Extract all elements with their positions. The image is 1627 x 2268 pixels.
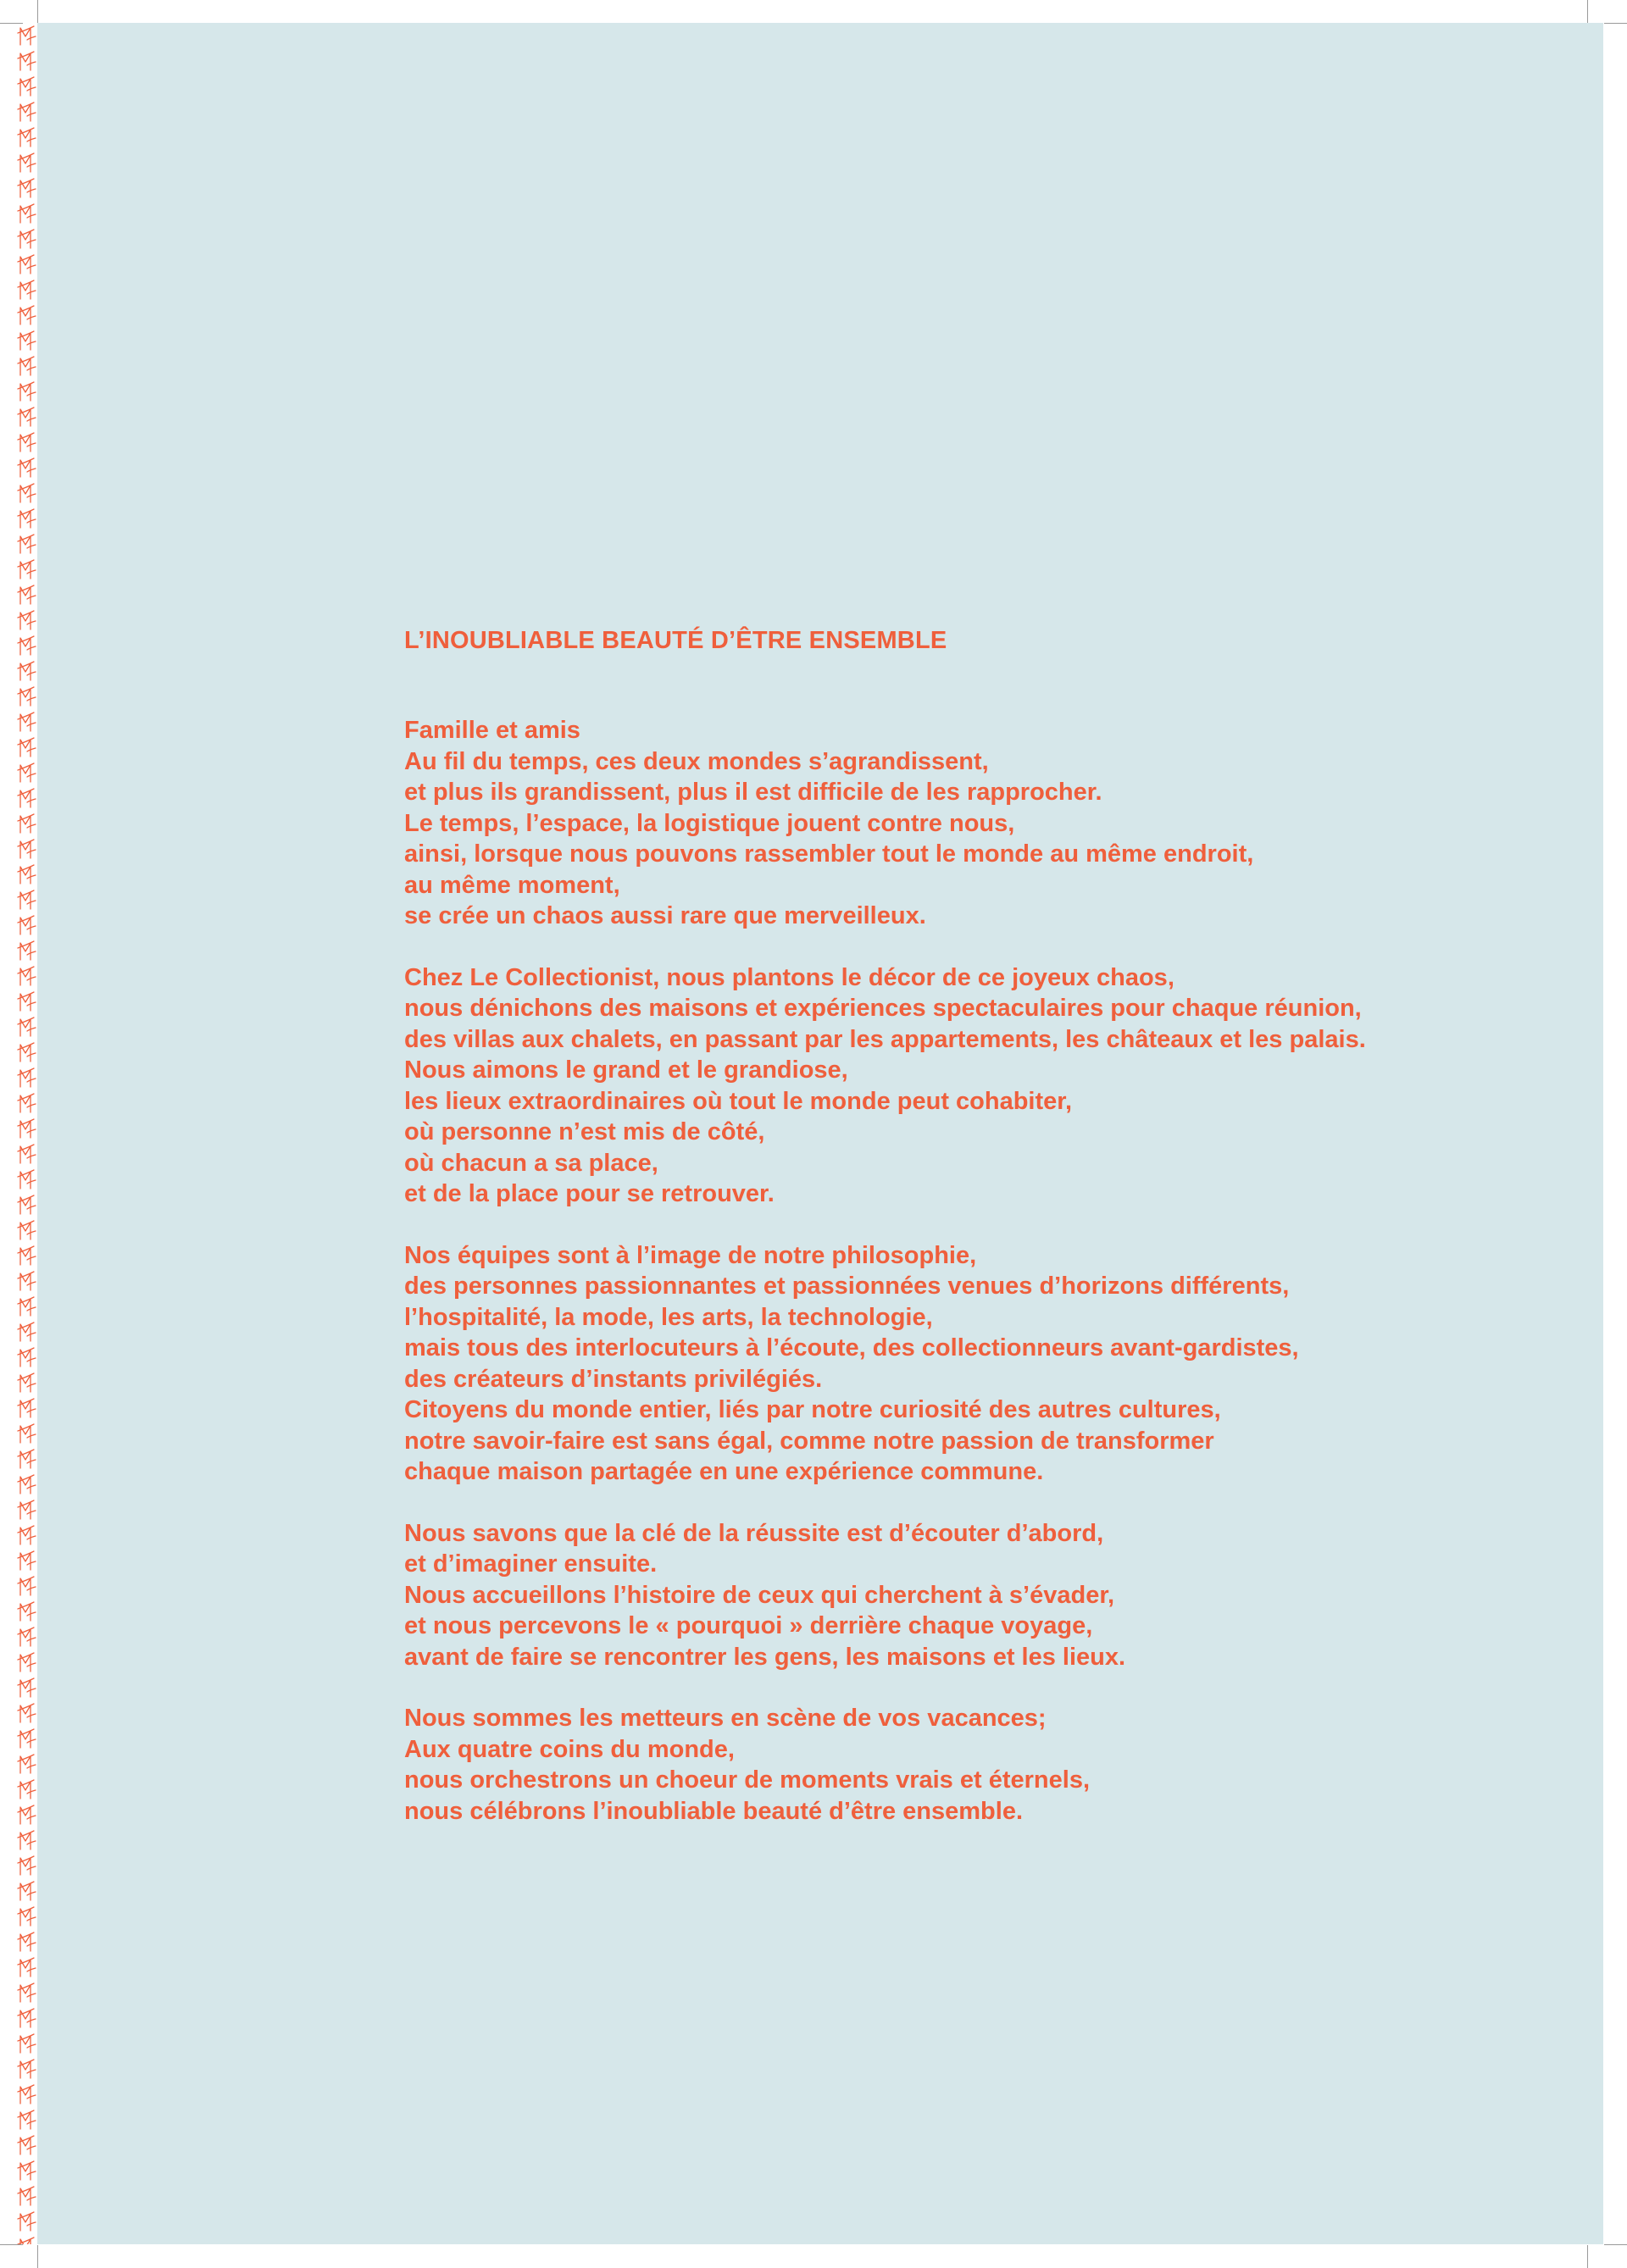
text-line: et de la place pour se retrouver. [404,1180,775,1207]
document-body [404,625,1506,1857]
document-title: L’INOUBLIABLE BEAUTÉ D’ÊTRE ENSEMBLE [404,627,947,654]
text-line: Citoyens du monde entier, liés par notre curiosité des autres cultures, [404,1396,1221,1423]
text-line: l’hospitalité, la mode, les arts, la technologie, [404,1303,933,1331]
text-line: se crée un chaos aussi rare que merveilleux. [404,902,926,929]
crop-mark-top-left [37,0,38,23]
text-line: ainsi, lorsque nous pouvons rassembler tout le monde au même endroit, [404,840,1254,868]
text-line: où personne n’est mis de côté, [404,1118,765,1145]
text-line: Au fil du temps, ces deux mondes s’agrandissent, [404,747,989,775]
text-line: des villas aux chalets, en passant par les appartements, les châteaux et les palais. [404,1025,1366,1053]
stanza [404,715,1506,932]
text-line: Nos équipes sont à l’image de notre philosophie, [404,1241,977,1269]
stanza [404,1518,1506,1673]
text-line: des créateurs d’instants privilégiés. [404,1365,823,1393]
crop-mark-top-right [1587,0,1588,23]
text-line: au même moment, [404,871,620,899]
text-line: Aux quatre coins du monde, [404,1735,735,1763]
crop-mark-bottom-right [1587,2245,1588,2268]
text-line: Chez Le Collectionist, nous plantons le décor de ce joyeux chaos, [404,963,1174,991]
crop-mark-left-bottom [0,2244,23,2245]
text-line: les lieux extraordinaires où tout le monde peut cohabiter, [404,1087,1073,1115]
crop-mark-right-bottom [1604,2244,1627,2245]
text-line: Nous accueillons l’histoire de ceux qui cherchent à s’évader, [404,1581,1115,1609]
text-line: notre savoir-faire est sans égal, comme notre passion de transformer [404,1427,1214,1455]
text-line: nous dénichons des maisons et expériences spectaculaires pour chaque réunion, [404,995,1362,1022]
crop-mark-right-top [1604,23,1627,24]
text-line: et plus ils grandissent, plus il est difficile de les rapprocher. [404,779,1102,806]
text-line: et d’imaginer ensuite. [404,1550,658,1578]
stanza [404,1703,1506,1827]
stanza [404,1240,1506,1488]
text-line: Nous savons que la clé de la réussite est d’écouter d’abord, [404,1519,1104,1547]
monogram-pattern-icon [15,23,39,2244]
text-line: nous célébrons l’inoubliable beauté d’être ensemble. [404,1797,1024,1825]
text-line: mais tous des interlocuteurs à l’écoute, des collectionneurs avant-gardistes, [404,1334,1299,1361]
text-line: où chacun a sa place, [404,1149,658,1177]
stanza [404,962,1506,1210]
text-line: Nous sommes les metteurs en scène de vos vacances; [404,1705,1047,1732]
text-line: Nous aimons le grand et le grandiose, [404,1056,848,1084]
text-line: et nous percevons le « pourquoi » derrière chaque voyage, [404,1612,1093,1639]
text-line: Famille et amis [404,717,580,744]
text-line: chaque maison partagée en une expérience commune. [404,1458,1044,1485]
text-line: Le temps, l’espace, la logistique jouent contre nous, [404,809,1015,837]
text-line: nous orchestrons un choeur de moments vrais et éternels, [404,1766,1090,1794]
text-line: des personnes passionnantes et passionnées venues d’horizons différents, [404,1273,1290,1300]
crop-mark-bottom-left [37,2245,38,2268]
text-line: avant de faire se rencontrer les gens, les maisons et les lieux. [404,1643,1126,1671]
